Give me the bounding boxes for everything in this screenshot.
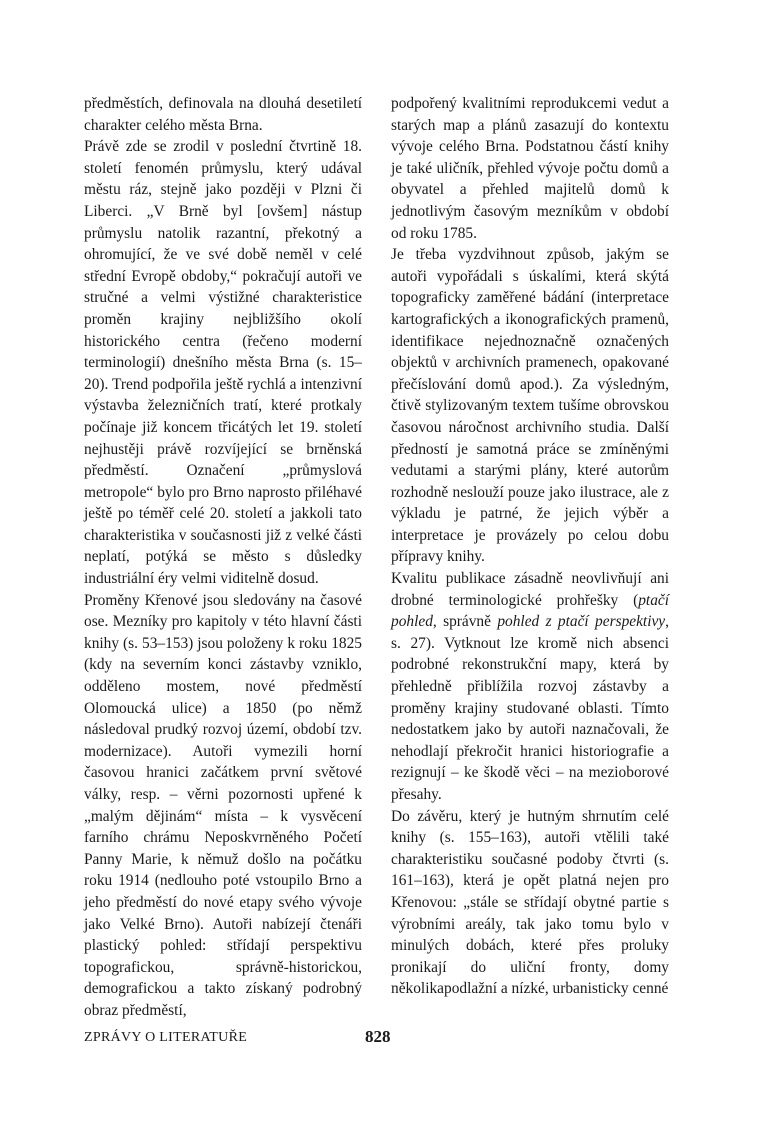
text-run: , s. 27). Vytknout lze kromě nich absenci podrobné rekonstrukční mapy, která by přehledně přiblížila rozvoj zástavby a proměny krajiny studované oblasti. Tímto nedostatkem jako by autoři naznačovali, že nehodlají překročit hranici historiografie a rezignují – ke škodě věci – na mezioborové přesahy. — [391, 613, 669, 803]
paragraph: Je třeba vyzdvihnout způsob, jakým se autoři vypořádali s úskalími, která skýtá topograficky zaměřené bádání (interpretace kartografických a ikonografických pramenů, identifikace nejednoznačně označených objektů v archivních pramenech, opakované přečíslování domů apod.). Za výsledným, čtivě stylizovaným textem tušíme obrovskou časovou náročnost archivního studia. Další předností je samotná práce se zmíněnými vedutami a starými plány, které autorům rozhodně neslouží pouze jako ilustrace, ale z výkladu je patrné, že jejich výběr a interpretace je provázely po celou dobu přípravy knihy. — [391, 246, 669, 566]
journal-section: ZPRÁVY O LITERATUŘE — [84, 1030, 248, 1045]
italic-term: ptačí pohled — [391, 591, 669, 631]
paragraph: Proměny Křenové jsou sledovány na časové ose. Mezníky pro kapitoly v této hlavní části knihy (s. 53–153) jsou položeny k roku 1825 (kdy na severním konci zástavby vzniklo, odděleno mostem, nové předměstí Olomoucká ulice) a 1850 (po němž následoval prudký rozvoj území, období tzv. modernizace). Autoři vymezili horní časovou hranici začátkem první světové války, resp. – věrni pozornosti upřené k „malým dějinám“ místa – k vysvěcení farního chrámu Neposkvrněného Početí Panny Marie, k němuž došlo na počátku roku 1914 (nedlouho poté vstoupilo Brno a jeho předměstí do nové etapy svého vývoje jako Velké Brno). Autoři nabízejí čtenáři plastický pohled: střídají perspektivu topografickou, správně-historickou, demografickou a takto získaný podrobný obraz předměstí, — [84, 591, 362, 1019]
text-run: , správně — [432, 613, 498, 631]
paragraph: podpořený kvalitními reprodukcemi vedut a starých map a plánů zasazují do kontextu vývoje celého Brna. Podstatnou částí knihy je také uličník, přehled vývoje počtu domů a obyvatel a přehled majitelů domů k jednotlivým časovým mezníkům v období od roku 1785. — [391, 95, 669, 242]
paragraph: předměstích, definovala na dlouhá desetiletí charakter celého města Brna. — [84, 95, 362, 134]
italic-term: pohled z ptačí perspektivy — [497, 613, 666, 631]
paragraph — [391, 568, 669, 806]
paragraph: Právě zde se zrodil v poslední čtvrtině 18. století fenomén průmyslu, který udával městu ráz, stejně jako později v Plzni či Liberci. „V Brně byl [ovšem] nástup průmyslu natolik razantní, překotný a ohromující, že ve své době neměl v celé střední Evropě obdoby,“ pokračují autoři ve stručné a velmi výstižné charakteristice proměn krajiny nejbližšího okolí historického centra (řečeno moderní terminologií) dnešního města Brna (s. 15–20). Trend podpořila ještě rychlá a intenzivní výstavba železničních tratí, které protkaly počínaje již koncem třicátých let 19. století nejhustěji právě rozvíjející se brněnská předměstí. Označení „průmyslová metropole“ bylo pro Brno naprosto přiléhavé ještě po téměř celé 20. století a jakkoli tato charakteristika v současnosti již z velké části neplatí, potýká se město s důsledky industriální éry velmi viditelně dosud. — [84, 138, 362, 588]
left-column — [84, 93, 362, 1022]
right-column — [391, 93, 669, 1000]
page-number: 828 — [365, 1027, 391, 1046]
paragraph: Do závěru, který je hutným shrnutím celé knihy (s. 155–163), autoři vtělili také charakteristiku současné podoby čtvrti (s. 161–163), která je opět platná nejen pro Křenovou: „stále se střídají obytné partie s výrobními areály, tak jako tomu bylo v minulých dobách, které přes proluky pronikají do uliční fronty, domy několikapodlažní a nízké, urbanisticky cenné — [391, 807, 669, 998]
text-run: Kvalitu publikace zásadně neovlivňují ani drobné terminologické prohřešky ( — [391, 570, 669, 609]
